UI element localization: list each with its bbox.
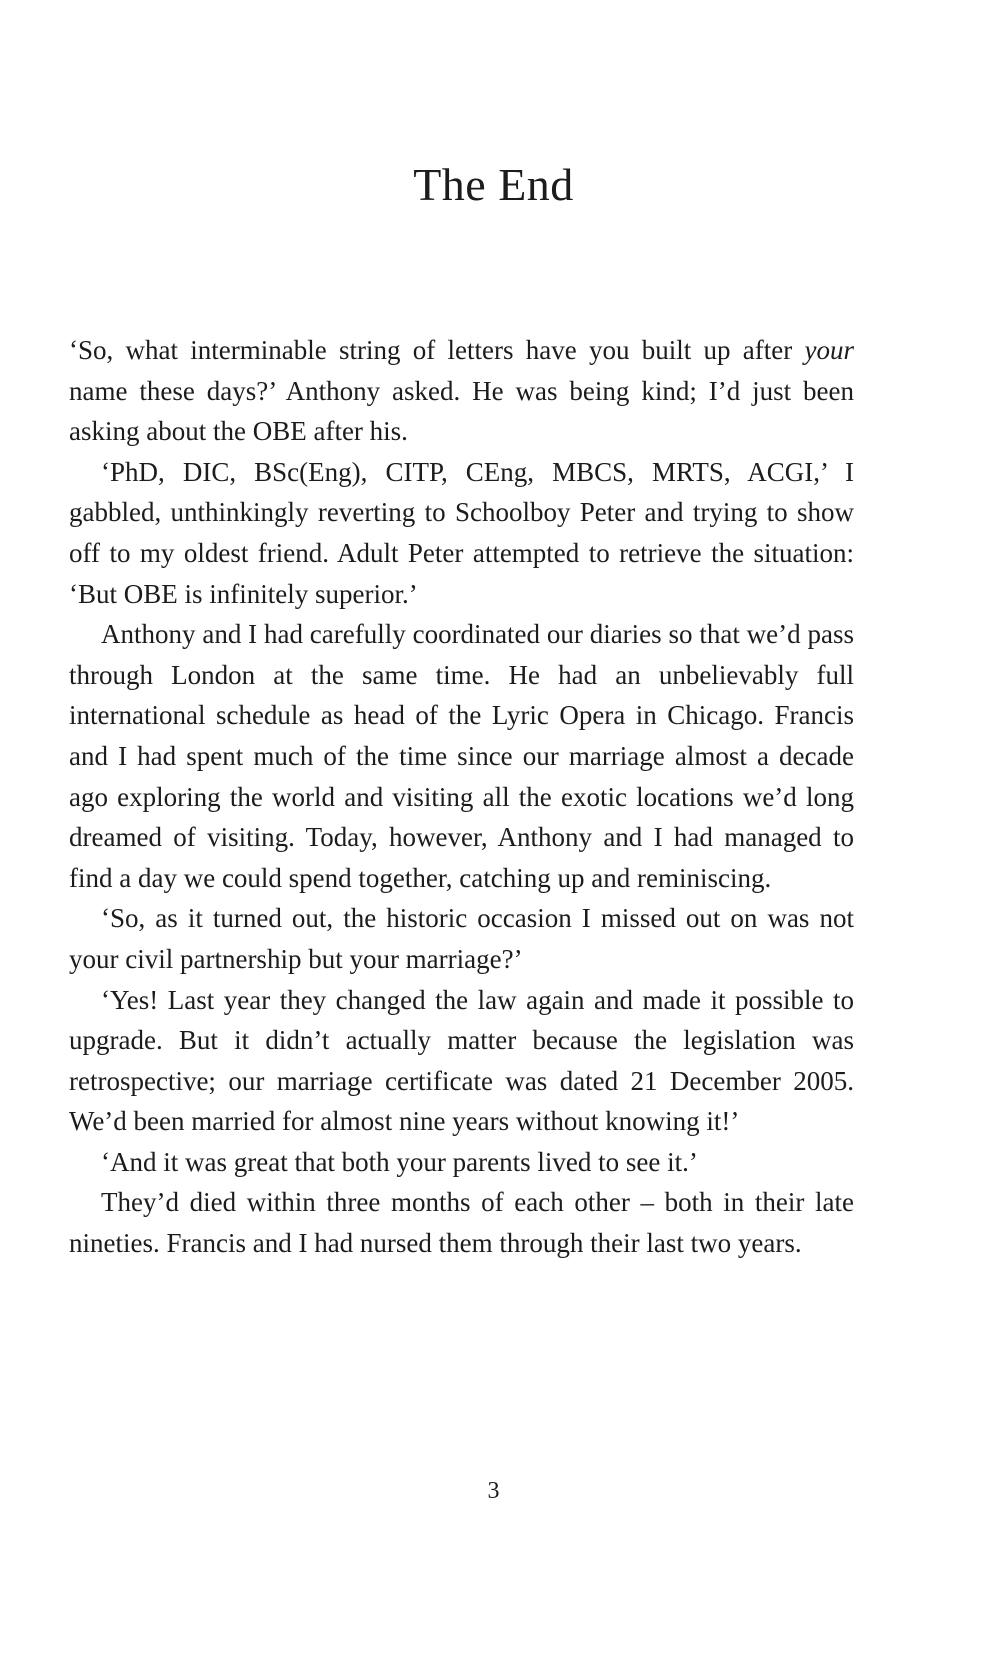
body-text [69, 330, 854, 1264]
paragraph-5: ‘Yes! Last year they changed the law again and made it possible to upgrade. But it didn’t actually matter because the legislation was retrospective; our marriage certificate was dated 21 December 2005. We’d been married for almost nine years without knowing it!’ [69, 984, 854, 1137]
paragraph-1-emphasis: your [804, 335, 854, 365]
paragraph-7: They’d died within three months of each other – both in their late nineties. Francis and I had nursed them through their last two years. [69, 1187, 854, 1259]
paragraph-1 [69, 330, 854, 452]
paragraph-1-after: name these days?’ Anthony asked. He was being kind; I’d just been asking about the OBE after his. [69, 375, 854, 447]
paragraph-6: ‘And it was great that both your parents lived to see it.’ [101, 1146, 698, 1177]
paragraph-3: Anthony and I had carefully coordinated our diaries so that we’d pass through London at the same time. He had an unbelievably full international schedule as head of the Lyric Opera in Chicago. Francis and I had spent much of the time since our marriage almost a decade ago exploring the world and visiting all the exotic locations we’d long dreamed of visiting. Today, however, Anthony and I had managed to find a day we could spend together, catching up and reminiscing. [69, 619, 854, 893]
page-number: 3 [487, 1478, 500, 1504]
paragraph-1-before: ‘So, what interminable string of letters have you built up after [69, 335, 805, 365]
paragraph-4: ‘So, as it turned out, the historic occasion I missed out on was not your civil partnership but your marriage?’ [69, 903, 854, 974]
chapter-title: The End [413, 159, 574, 210]
paragraph-2: ‘PhD, DIC, BSc(Eng), CITP, CEng, MBCS, MRTS, ACGI,’ I gabbled, unthinkingly reverting to Schoolboy Peter and trying to show off to my oldest friend. Adult Peter attempted to retrieve the situation: ‘But OBE is infinitely superior.’ [69, 456, 854, 609]
